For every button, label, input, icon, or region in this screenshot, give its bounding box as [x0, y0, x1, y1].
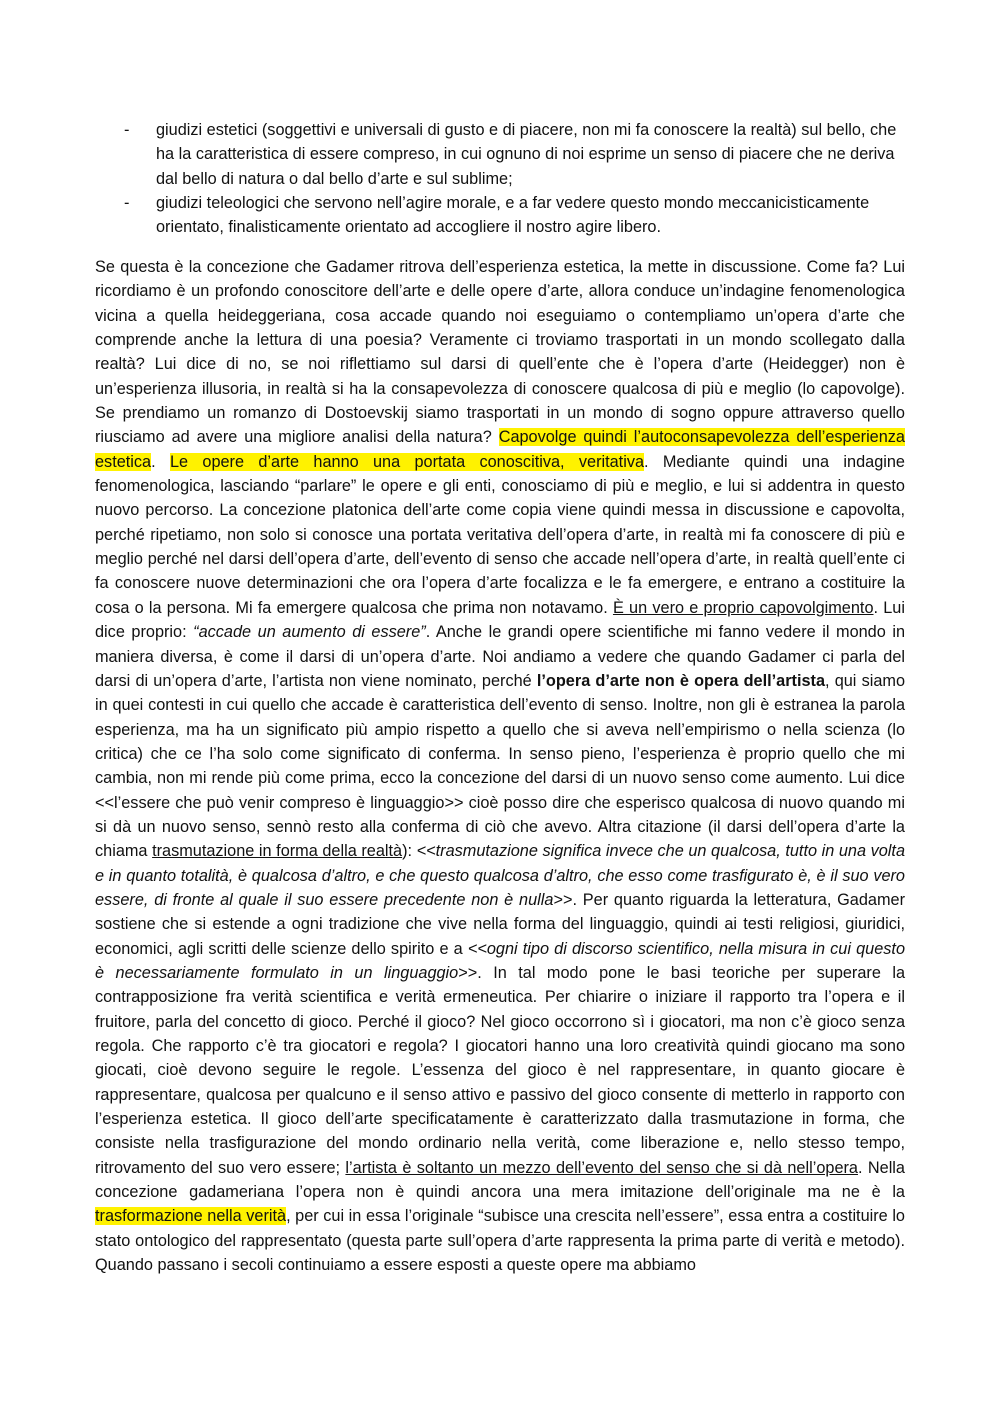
list-item-text: giudizi teleologici che servono nell’agire morale, e a far vedere questo mondo meccanicisticamente orientato, finalisticamente orientato ad accogliere il nostro agire libero.	[156, 193, 870, 237]
underlined-text: trasmutazione in forma della realtà	[152, 842, 403, 861]
highlighted-text: trasformazione nella verità	[95, 1207, 287, 1226]
text-span: >>. Per quanto riguarda la letteratura, Gadamer sostiene che si estende a ogni tradizione che vive nella forma del linguaggio, quindi ai testi religiosi, giuridici, economici, agli scritti delle scienze dello spirito e a	[95, 890, 906, 958]
underlined-text: È un vero e proprio capovolgimento	[612, 598, 874, 617]
italic-quote: <<ogni tipo di discorso scientifico, nella misura in cui questo è necessariamente formulato in un linguaggio	[95, 939, 905, 982]
italic-quote: <<trasmutazione significa invece che un qualcosa, tutto in una volta e in quanto totalità, è qualcosa d’altro, e che questo qualcosa d’altro, che esso come trasfigurato è, è il suo vero essere, di fronte al quale il suo essere precedente non è nulla	[95, 842, 905, 909]
text-span: , qui siamo in quei contesti in cui quello che accade è caratteristica dell’evento di senso. Inoltre, non gli è estranea la parola esperienza, ma ha un significato più ampio rispetto a quello che si aveva nell’empirismo o nella scienza (lo critica) che ce l’ha solo come significato di conferma. In senso pieno, l’esperienza è proprio quello che mi cambia, non mi rende più come prima, ecco la concezione del darsi di un nuovo senso come aumento. Lui dice <<l’essere che può venir compreso è linguaggio>> cioè posso dire che esperisco qualcosa di nuovo quando mi si dà un nuovo senso, sennò resto alla conferma di ciò che avevo. Altra citazione (il darsi dell’opera d’arte la chiama	[95, 671, 905, 861]
bold-text: l’opera d’arte non è opera dell’artista	[536, 671, 826, 690]
text-span: . Lui dice proprio:	[95, 598, 905, 642]
bullet-dash: -	[124, 121, 130, 139]
text-span: . Anche le grandi opere scientifiche mi fanno vedere il mondo in maniera diversa, è come il darsi di un’opera d’arte. Noi andiamo a vedere che quando Gadamer ci parla del darsi di un’opera d’arte, l’artista non viene nominato, perché	[95, 623, 906, 690]
text-span: >>. In tal modo pone le basi teoriche per superare la contrapposizione fra verità scientifica e verità ermeneutica. Per chiarire o iniziare il rapporto tra l’opera e il fruitore, parla del concetto di gioco. Perché il gioco? Nel gioco occorrono sì i giocatori, ma non c’è gioco senza regola. Che rapporto c’è tra giocatori e regola? I giocatori hanno una loro creatività quindi giocano ma sono giocati, cioè devono seguire le regole. L’essenza del gioco è nel rappresentare, in quanto giocare è rappresentare, qualcosa per qualcuno e il senso attivo e passivo del gioco consente di metterlo in rapporto con l’esperienza estetica. Il gioco dell’arte specificatamente è caratterizzato dalla trasmutazione in forma, che consiste nella trasfigurazione del mondo ordinario nella verità, come liberazione e, nello stesso tempo, ritrovamento del suo vero essere;	[95, 963, 906, 1177]
text-span: . Nella concezione gadameriana l’opera non è quindi ancora una mera imitazione dell’originale ma ne è la	[95, 1158, 905, 1202]
list-item-text: giudizi estetici (soggettivi e universali di gusto e di piacere, non mi fa conoscere la realtà) sul bello, che ha la caratteristica di essere compreso, in cui ognuno di noi esprime un senso di piacere che ne deriva dal bello di natura o dal bello d’arte e sul sublime;	[156, 121, 897, 188]
body-paragraph	[95, 255, 905, 1277]
highlighted-text: Le opere d’arte hanno una portata conoscitiva, veritativa	[169, 452, 645, 471]
italic-quote: “accade un aumento di essere”	[193, 623, 426, 642]
text-span: ):	[402, 842, 417, 861]
bullet-dash: -	[124, 193, 130, 212]
text-span: Se questa è la concezione che Gadamer ritrova dell’esperienza estetica, la mette in discussione. Come fa? Lui ricordiamo è un profondo conoscitore dell’arte e delle opere d’arte, allora conduce un’indagine fenomenologica vicina a quella heideggeriana, cosa accade quando noi eseguiamo o contempliamo un’opera d’arte che comprende anche la lettura di una poesia? Veramente ci troviamo trasportati in un mondo scollegato dalla realtà? Lui dice di no, se noi riflettiamo sul darsi di quell’ente che è l’opera d’arte (Heidegger) non è un’esperienza illusoria, in realtà si ha la consapevolezza di conoscere qualcosa di più e meglio (lo capovolge). Se prendiamo un romanzo di Dostoevskij siamo trasportati in un mondo di sogno oppure attraverso quello riusciamo ad avere una migliore analisi della natura?	[95, 258, 905, 447]
list-item	[112, 191, 912, 240]
text-span: .	[151, 452, 170, 471]
bullet-list	[112, 118, 912, 239]
highlighted-text: Capovolge quindi l’autoconsapevolezza dell’esperienza estetica	[95, 428, 905, 471]
underlined-text: l’artista è soltanto un mezzo dell’evento del senso che si dà nell’opera	[345, 1158, 858, 1177]
text-span: , per cui in essa l’originale “subisce una crescita nell’essere”, essa entra a costituire lo stato ontologico del rappresentato (questa parte sull’opera d’arte rappresenta la prima parte di verità e metodo). Quando passano i secoli continuiamo a essere esposti a queste opere ma abbiamo	[95, 1207, 905, 1275]
list-item	[112, 118, 912, 191]
text-span: . Mediante quindi una indagine fenomenologica, lasciando “parlare” le opere e gli enti, conosciamo di più e meglio, e lui si addentra in questo nuovo percorso. La concezione platonica dell’arte come copia viene quindi messa in discussione e capovolta, perché ripetiamo, non solo si conosce una portata veritativa dell’opera d’arte, in realtà mi fa conoscere di più e meglio perché nel darsi dell’opera d’arte, dell’evento di senso che accade nell’opera d’arte, in realtà quell’ente ci fa conoscere nuove determinazioni che ora l’opera d’arte focalizza e le fa emergere, e entrano a costituire la cosa o la persona. Mi fa emergere qualcosa che prima non notavamo.	[95, 452, 905, 617]
